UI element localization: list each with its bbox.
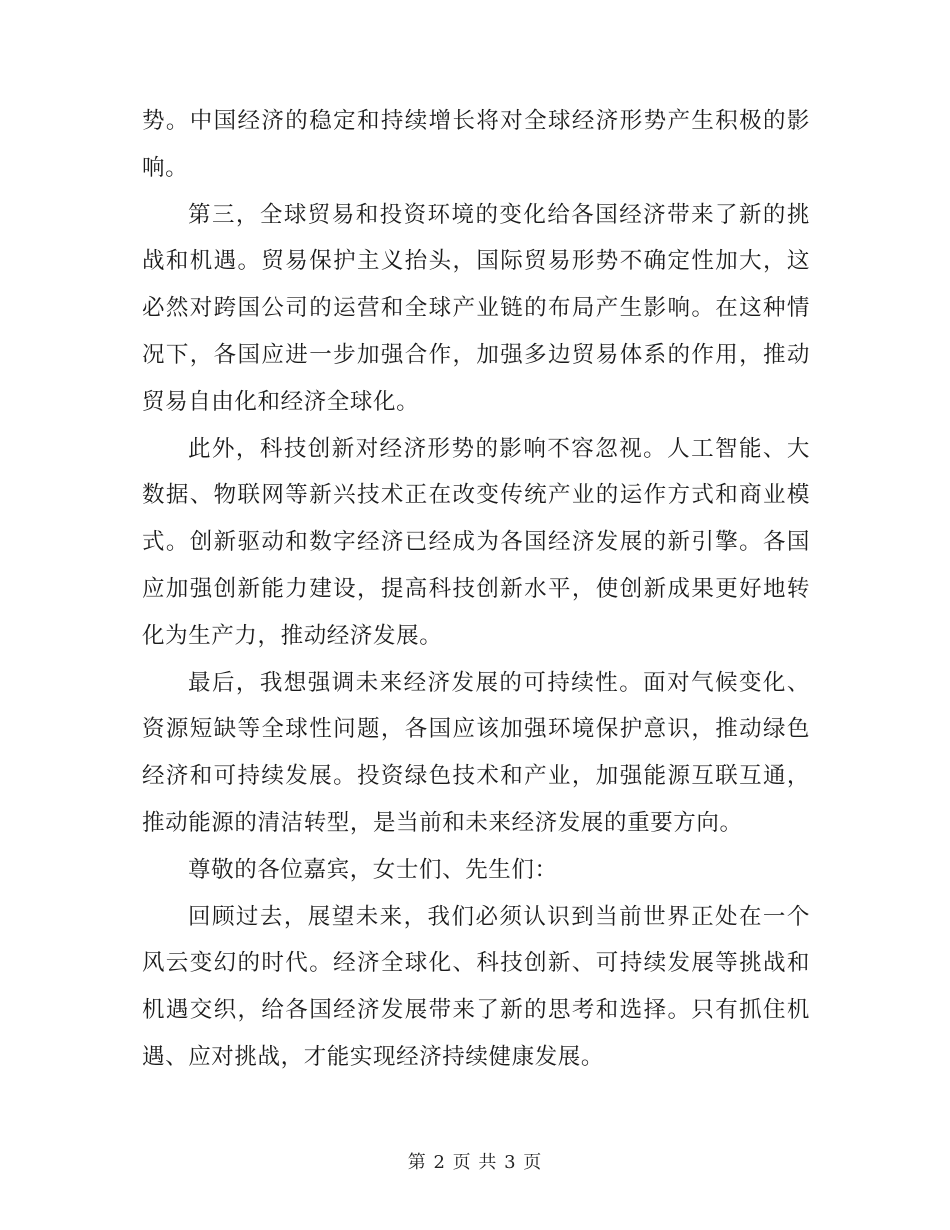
page-footer (0, 1148, 950, 1174)
paragraph-tech-innovation: 此外，科技创新对经济形势的影响不容忽视。人工智能、大数据、物联网等新兴技术正在改变传统产业的运作方式和商业模式。创新驱动和数字经济已经成为各国经济发展的新引擎。各国应加强创新能力建设，提高科技创新水平，使创新成果更好地转化为生产力，推动经济发展。 (142, 435, 810, 649)
page-number-label: 第 2 页 共 3 页 (407, 1152, 543, 1173)
paragraph-salutation: 尊敬的各位嘉宾，女士们、先生们： (188, 856, 558, 883)
paragraph-conclusion: 回顾过去，展望未来，我们必须认识到当前世界正处在一个风云变幻的时代。经济全球化、科技创新、可持续发展等挑战和机遇交织，给各国经济发展带来了新的思考和选择。只有抓住机遇、应对挑战，才能实现经济持续健康发展。 (142, 903, 810, 1070)
paragraph-sustainability: 最后，我想强调未来经济发展的可持续性。面对气候变化、资源短缺等全球性问题，各国应该加强环境保护意识，推动绿色经济和可持续发展。投资绿色技术和产业，加强能源互联互通，推动能源的清洁转型，是当前和未来经济发展的重要方向。 (142, 669, 810, 836)
paragraph-trade-investment: 第三，全球贸易和投资环境的变化给各国经济带来了新的挑战和机遇。贸易保护主义抬头，国际贸易形势不确定性加大，这必然对跨国公司的运营和全球产业链的布局产生影响。在这种情况下，各国应进一步加强合作，加强多边贸易体系的作用，推动贸易自由化和经济全球化。 (142, 201, 810, 415)
document-body (142, 98, 810, 1081)
paragraph-continuation: 势。中国经济的稳定和持续增长将对全球经济形势产生积极的影响。 (142, 108, 810, 181)
